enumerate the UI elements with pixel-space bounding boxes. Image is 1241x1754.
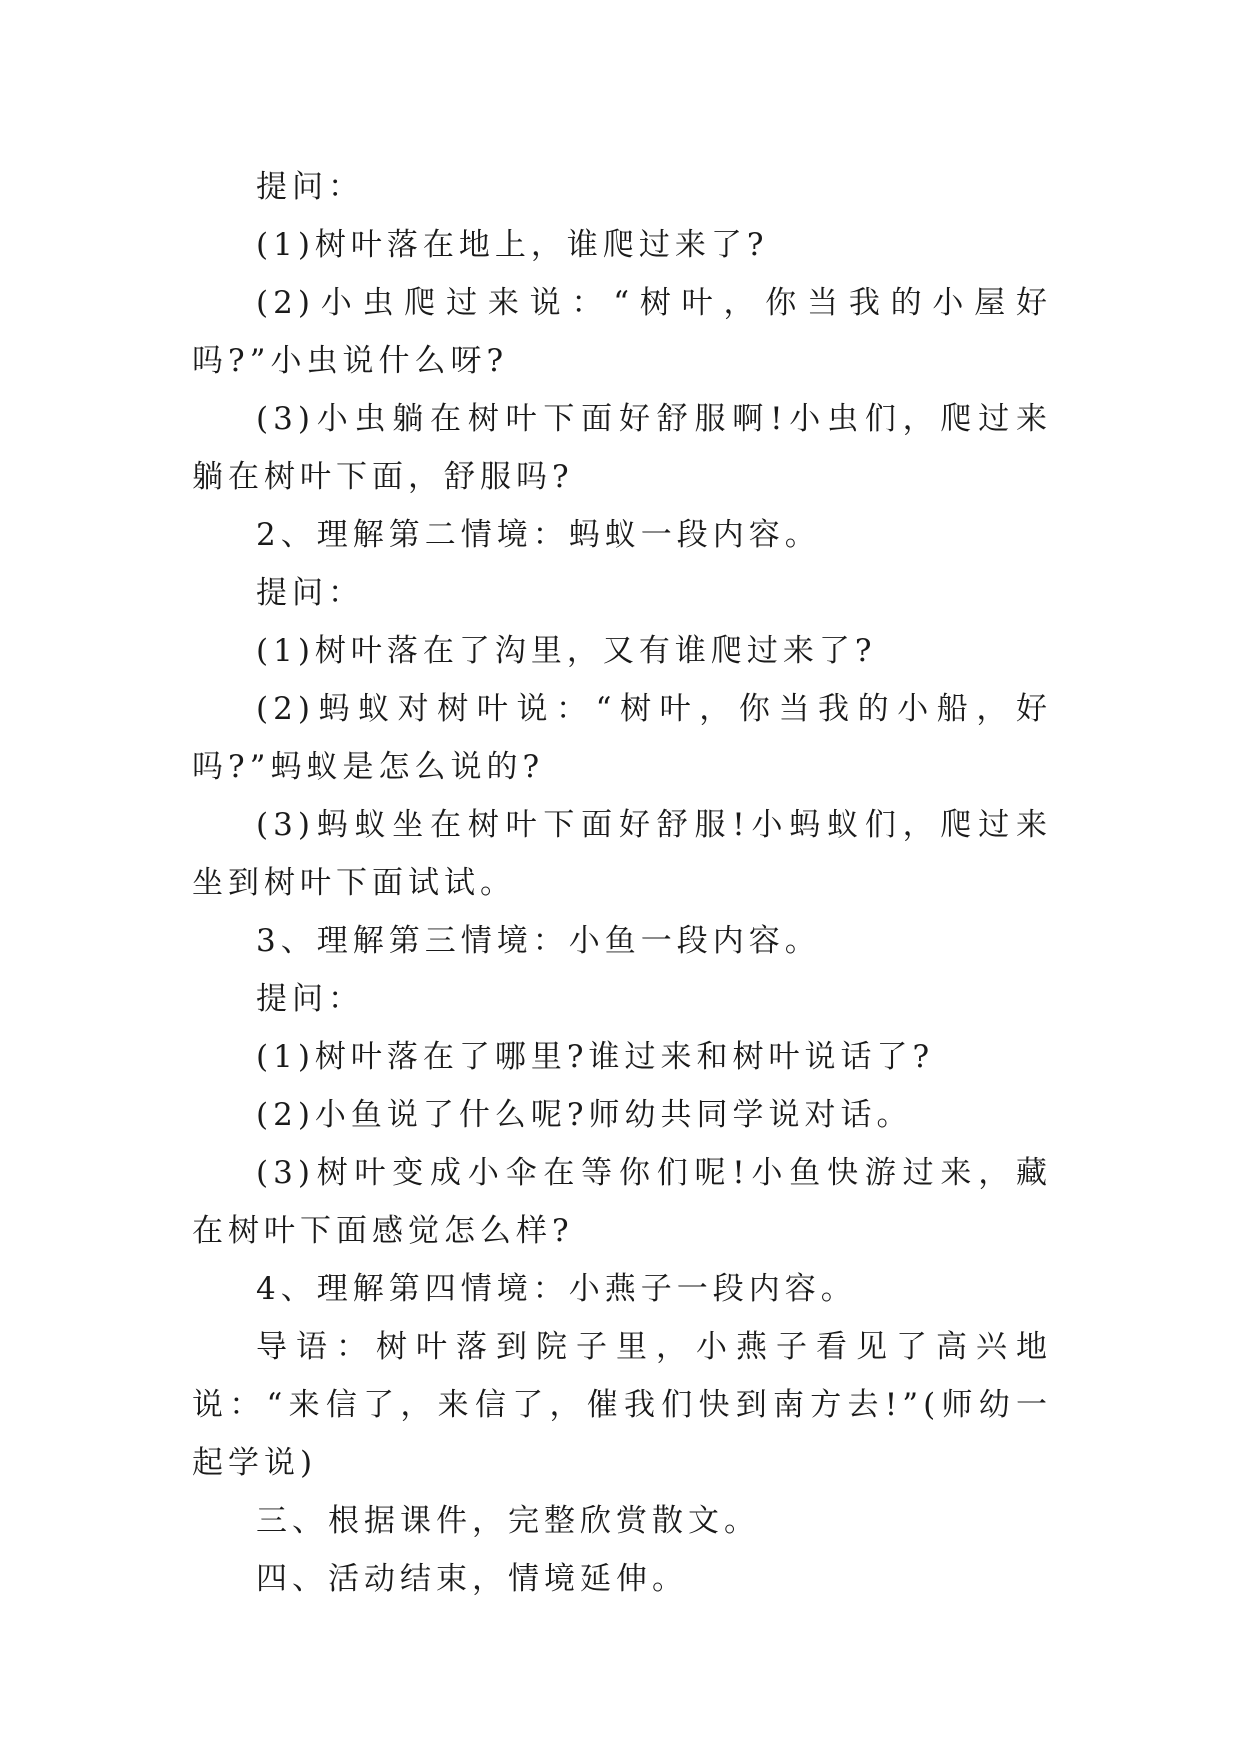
paragraph: (3)树叶变成小伞在等你们呢!小鱼快游过来，藏在树叶下面感觉怎么样?	[192, 1155, 1052, 1249]
paragraph: (1)树叶落在了沟里，又有谁爬过来了?	[256, 633, 877, 669]
paragraph: 4、理解第四情境：小燕子一段内容。	[256, 1271, 857, 1307]
paragraph: 提问：	[256, 575, 364, 611]
paragraph: (2)小鱼说了什么呢?师幼共同学说对话。	[256, 1097, 913, 1133]
paragraph: (3)蚂蚁坐在树叶下面好舒服!小蚂蚁们，爬过来坐到树叶下面试试。	[192, 807, 1052, 901]
paragraph: 3、理解第三情境：小鱼一段内容。	[256, 923, 821, 959]
paragraph: (2)蚂蚁对树叶说：“树叶，你当我的小船，好吗?”蚂蚁是怎么说的?	[192, 691, 1052, 785]
paragraph: 三、根据课件，完整欣赏散文。	[256, 1503, 760, 1539]
paragraph: 提问：	[256, 169, 364, 205]
paragraph: 2、理解第二情境：蚂蚁一段内容。	[256, 517, 821, 553]
paragraph: 提问：	[256, 981, 364, 1017]
paragraph: 导语：树叶落到院子里，小燕子看见了高兴地说：“来信了，来信了，催我们快到南方去!”(师幼一起学说)	[192, 1329, 1052, 1481]
paragraph: (2)小虫爬过来说：“树叶，你当我的小屋好吗?”小虫说什么呀?	[192, 285, 1052, 379]
paragraph: 四、活动结束，情境延伸。	[256, 1561, 688, 1597]
paragraph: (1)树叶落在地上，谁爬过来了?	[256, 227, 769, 263]
document-body	[192, 158, 1052, 1608]
paragraph: (3)小虫躺在树叶下面好舒服啊!小虫们，爬过来躺在树叶下面，舒服吗?	[192, 401, 1052, 495]
paragraph: (1)树叶落在了哪里?谁过来和树叶说话了?	[256, 1039, 935, 1075]
